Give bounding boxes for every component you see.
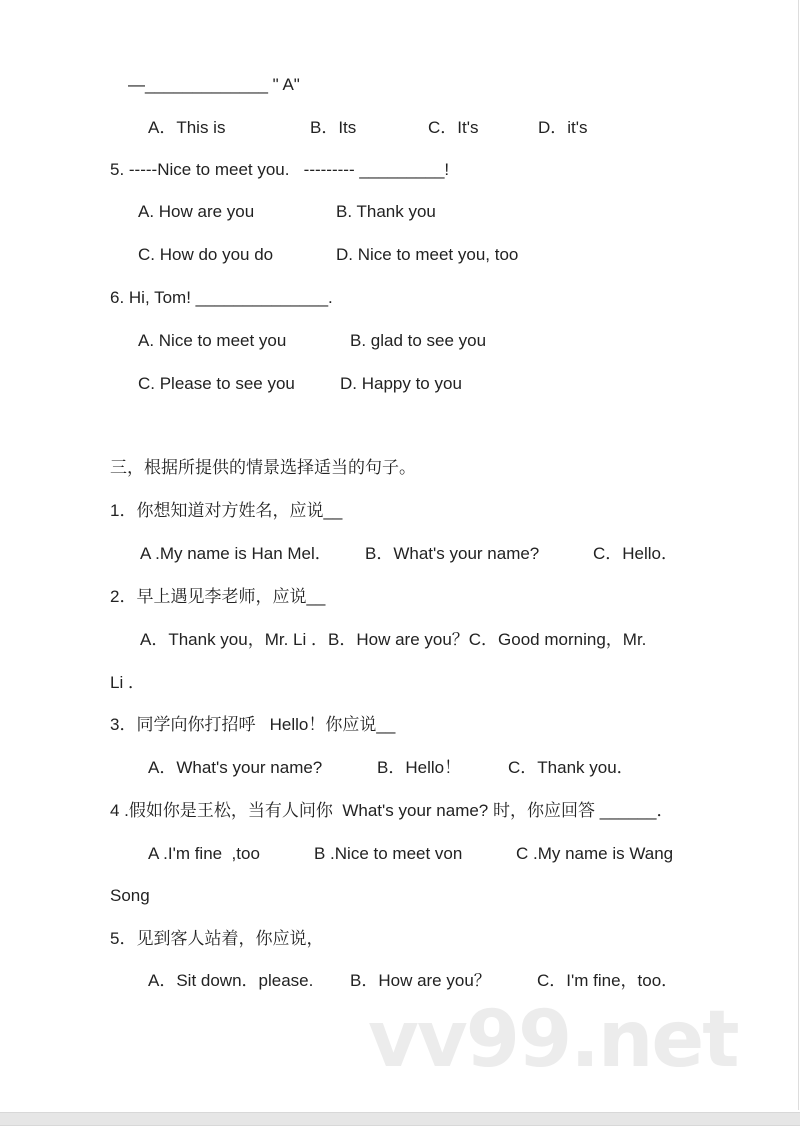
option-a: A．What's your name?: [148, 758, 323, 777]
option-a: A .My name is Han Mel．: [140, 544, 332, 563]
question-stem: 6. Hi, Tom! ______________.: [110, 288, 333, 307]
question-stem: 5．见到客人站着，你应说，: [110, 929, 324, 948]
option-a: A .I'm fine ,too: [148, 844, 260, 863]
question-stem: 5. -----Nice to meet you. --------- _________!: [110, 160, 450, 179]
option-a: A．Sit down．please.: [148, 971, 314, 990]
option-d: D. Happy to you: [340, 374, 462, 393]
option-c: C .My name is Wang: [516, 844, 674, 863]
option-c: C．Thank you．: [508, 758, 634, 777]
option-b: B．Its: [310, 118, 357, 137]
question-stem: 3．同学向你打招呼 Hello！你应说__: [110, 715, 396, 734]
question-stem: —_____________ " A": [128, 75, 300, 94]
option-a: A．This is: [148, 118, 226, 137]
option-a: A. Nice to meet you: [138, 331, 287, 350]
option-b: B. Thank you: [336, 202, 436, 221]
option-b: B. glad to see you: [350, 331, 487, 350]
page-separator: [0, 1112, 800, 1126]
options-line-wrap: Li ．: [110, 673, 145, 692]
option-d: D. Nice to meet you, too: [336, 245, 519, 264]
option-b: B．How are you？: [350, 971, 491, 990]
option-c: C．It's: [428, 118, 479, 137]
question-stem: 1．你想知道对方姓名，应说__: [110, 501, 343, 520]
option-a: A. How are you: [138, 202, 255, 221]
option-c: C. How do you do: [138, 245, 274, 264]
option-b: B．What's your name?: [365, 544, 540, 563]
option-d: D．it's: [538, 118, 588, 137]
option-c: C．I'm fine，too．: [537, 971, 679, 990]
options-line: A．Thank you，Mr. Li ．B．How are you？C．Good morning，Mr.: [140, 630, 647, 649]
option-b: B．Hello！: [377, 758, 462, 777]
option-c: C. Please to see you: [138, 374, 295, 393]
section-title: 三，根据所提供的情景选择适当的句子。: [110, 458, 416, 477]
watermark: vv99.net: [368, 995, 738, 1085]
question-stem: 4 .假如你是王松，当有人问你 What's your name? 时，你应回答 ______．: [110, 801, 674, 820]
option-b: B .Nice to meet von: [314, 844, 463, 863]
option-c-wrap: Song: [110, 886, 150, 905]
option-c: C．Hello．: [593, 544, 679, 563]
question-stem: 2．早上遇见李老师，应说__: [110, 587, 326, 606]
